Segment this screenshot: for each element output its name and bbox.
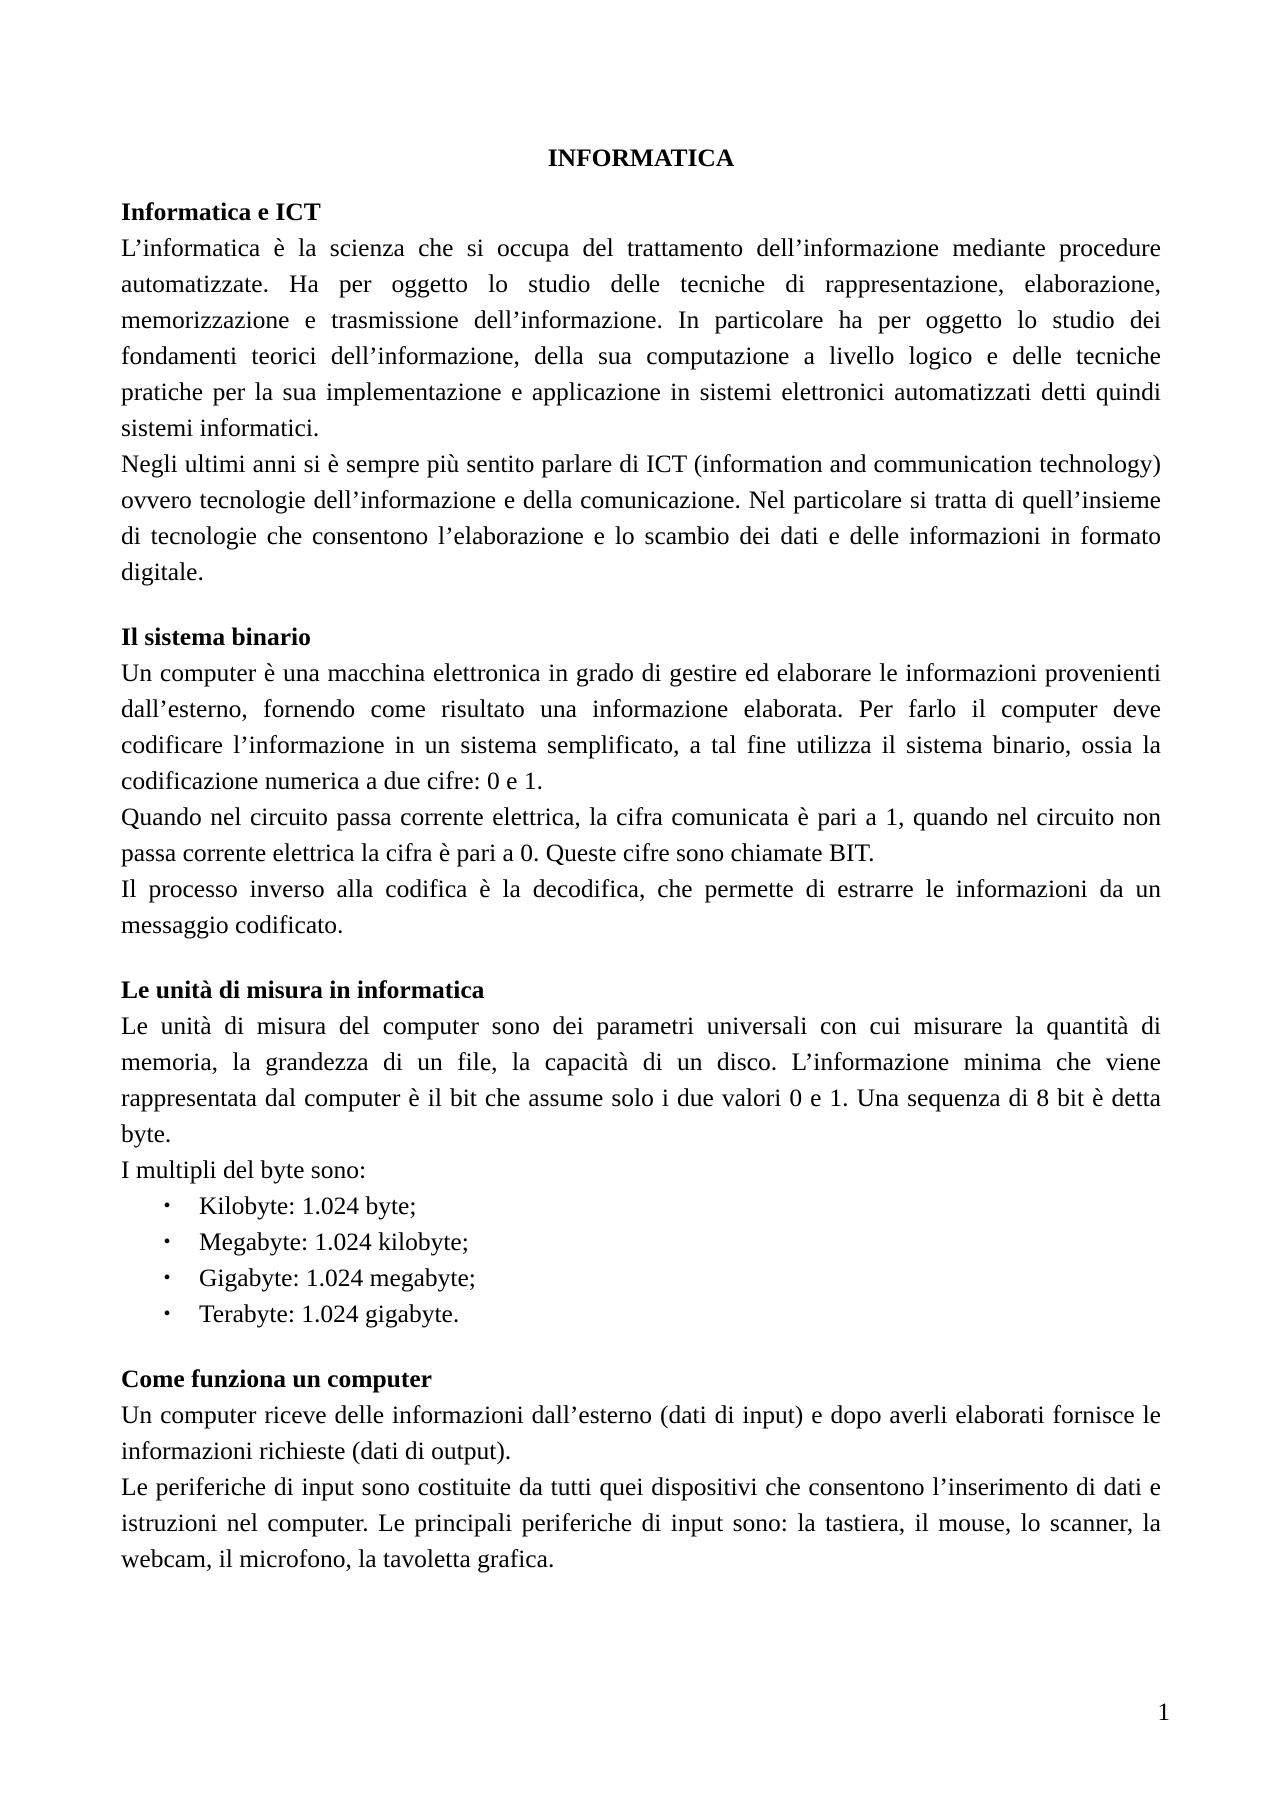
document-title: INFORMATICA xyxy=(547,143,735,172)
section-sistema-binario xyxy=(121,619,1161,943)
list-item-text: Kilobyte: 1.024 byte; xyxy=(199,1191,417,1220)
section-heading: Il sistema binario xyxy=(121,622,311,651)
paragraph: Un computer riceve delle informazioni dall’esterno (dati di input) e dopo averli elaborati fornisce le informazioni richieste (dati di output). xyxy=(121,1400,1161,1465)
bullet-icon: • xyxy=(163,1267,171,1289)
paragraph: I multipli del byte sono: xyxy=(121,1155,367,1184)
section-heading: Informatica e ICT xyxy=(121,197,321,226)
paragraph: Il processo inverso alla codifica è la decodifica, che permette di estrarre le informazioni da un messaggio codificato. xyxy=(121,874,1161,939)
byte-multiples-list xyxy=(121,1188,1161,1332)
list-item xyxy=(157,1224,1161,1260)
section-unita-di-misura xyxy=(121,972,1161,1332)
paragraph: L’informatica è la scienza che si occupa del trattamento dell’informazione mediante procedure automatizzate. Ha per oggetto lo studio delle tecniche di rappresentazione, elaborazione, memorizzazione e trasmissione dell’informazione. In particolare ha per oggetto lo studio dei fondamenti teorici dell’informazione, della sua computazione a livello logico e delle tecniche pratiche per la sua implementazione e applicazione in sistemi elettronici automatizzati detti quindi sistemi informatici. xyxy=(121,233,1161,442)
bullet-icon: • xyxy=(163,1303,171,1325)
paragraph: Quando nel circuito passa corrente elettrica, la cifra comunicata è pari a 1, quando nel circuito non passa corrente elettrica la cifra è pari a 0. Queste cifre sono chiamate BIT. xyxy=(121,802,1161,867)
paragraph: Le unità di misura del computer sono dei parametri universali con cui misurare la quantità di memoria, la grandezza di un file, la capacità di un disco. L’informazione minima che viene rappresentata dal computer è il bit che assume solo i due valori 0 e 1. Una sequenza di 8 bit è detta byte. xyxy=(121,1011,1161,1148)
section-informatica-e-ict xyxy=(121,194,1161,590)
document-page xyxy=(121,140,1161,1606)
paragraph: Negli ultimi anni si è sempre più sentito parlare di ICT (information and communication technology) ovvero tecnologie dell’informazione e della comunicazione. Nel particolare si tratta di quell’insieme di tecnologie che consentono l’elaborazione e lo scambio dei dati e delle informazioni in formato digitale. xyxy=(121,449,1161,586)
page-number: 1 xyxy=(1157,1699,1170,1726)
section-heading: Le unità di misura in informatica xyxy=(121,975,485,1004)
list-item xyxy=(157,1296,1161,1332)
bullet-icon: • xyxy=(163,1195,171,1217)
section-heading: Come funziona un computer xyxy=(121,1364,432,1393)
list-item xyxy=(157,1188,1161,1224)
list-item xyxy=(157,1260,1161,1296)
list-item-text: Gigabyte: 1.024 megabyte; xyxy=(199,1263,476,1292)
section-come-funziona xyxy=(121,1361,1161,1577)
paragraph: Le periferiche di input sono costituite da tutti quei dispositivi che consentono l’inserimento di dati e istruzioni nel computer. Le principali periferiche di input sono: la tastiera, il mouse, lo scanner, la webcam, il microfono, la tavoletta grafica. xyxy=(121,1472,1161,1573)
list-item-text: Megabyte: 1.024 kilobyte; xyxy=(199,1227,469,1256)
paragraph: Un computer è una macchina elettronica in grado di gestire ed elaborare le informazioni provenienti dall’esterno, fornendo come risultato una informazione elaborata. Per farlo il computer deve codificare l’informazione in un sistema semplificato, a tal fine utilizza il sistema binario, ossia la codificazione numerica a due cifre: 0 e 1. xyxy=(121,658,1161,795)
bullet-icon: • xyxy=(163,1231,171,1253)
list-item-text: Terabyte: 1.024 gigabyte. xyxy=(199,1299,460,1328)
